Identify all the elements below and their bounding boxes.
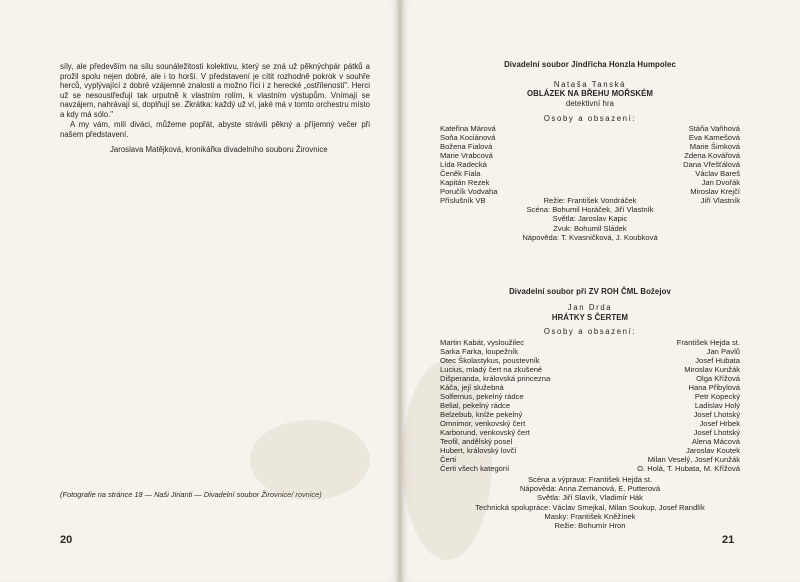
credit-line: Světla: Jiří Slavík, Vladimír Hák	[537, 493, 643, 503]
cast-role: Martin Kabát, vysloužilec	[440, 338, 524, 347]
play2-cast-list	[440, 338, 740, 473]
cast-actor: Marie Šimková	[689, 142, 740, 151]
cast-actor: Dana Vřešťálová	[683, 160, 740, 169]
play1-author: Nataša Tanská	[553, 80, 627, 89]
cast-role: Hubert, královský lovčí	[440, 446, 517, 455]
left-paragraph-1: síly, ale především na sílu sounáležitosti kolektivu, který se zná už pěknýchpár pátků a prožil spolu nejen dobré, ale i to horší. V představení je cítit rozhodně pokrok v souhře herců, vyplývající z dobré vzájemné znalosti a možno říci i z herecké „ostřílenosti". Herci už se nesoustřeďují tak urputně k vlastním rolím, k vlastním výstupům. Vnímají se navzájem, nahrávají si, doplňují se. Zkrátka: každý už ví, jaké má v tomto orchestru místo a kdy má sólo."	[60, 62, 370, 119]
cast-row	[440, 446, 740, 455]
cast-row	[440, 187, 740, 196]
cast-role: Božena Fialová	[440, 142, 493, 151]
cast-row	[440, 374, 740, 383]
credit-line: Nápověda: Anna Zemanová, E. Putterová	[519, 484, 661, 494]
cast-row	[440, 178, 740, 187]
cast-row	[440, 455, 740, 464]
cast-role: Čerti	[440, 455, 457, 464]
play2-author: Jan Drda	[567, 303, 613, 312]
cast-role: Příslušník VB	[440, 196, 486, 205]
credit-line: Světla: Jaroslav Kapic	[552, 214, 628, 224]
paper-stain	[250, 420, 370, 500]
play1-credits	[470, 196, 710, 242]
cast-row	[440, 169, 740, 178]
credit-line: Zvuk: Bohumil Sládek	[553, 223, 627, 233]
cast-role: Kapitán Rezek	[440, 178, 490, 187]
cast-row	[440, 133, 740, 142]
cast-role: Belzebub, kníže pekelný	[440, 410, 523, 419]
page-number-left: 20	[60, 534, 73, 546]
cast-actor: Jaroslav Koutek	[685, 446, 740, 455]
play1-cast-heading: Osoby a obsazení:	[543, 114, 637, 123]
play1-title: OBLÁZEK NA BŘEHU MOŘSKÉM	[527, 89, 653, 98]
cast-row	[440, 356, 740, 365]
cast-actor: Hana Přibylová	[688, 383, 740, 392]
cast-row	[440, 160, 740, 169]
cast-row	[440, 401, 740, 410]
cast-row	[440, 151, 740, 160]
credit-line: Nápověda: T. Kvasničková, J. Koubková	[522, 232, 658, 242]
cast-role: Čeněk Fiala	[440, 169, 481, 178]
signature: Jaroslava Matějková, kronikářka divadelního souboru Žirovnice	[110, 145, 328, 154]
cast-role: Otec Školastykus, poustevník	[440, 356, 540, 365]
credit-line: Scéna: Bohumil Horáček, Jiří Vlastník	[526, 205, 654, 215]
cast-actor: Josef Hubata	[695, 356, 740, 365]
cast-row	[440, 410, 740, 419]
cast-role: Poručík Vodvaha	[440, 187, 498, 196]
play2-credits	[440, 475, 740, 530]
cast-row	[440, 338, 740, 347]
left-page	[0, 0, 398, 582]
cast-row	[440, 428, 740, 437]
cast-actor: Milan Veselý, Josef Kunžák	[647, 455, 740, 464]
cast-actor: Zdena Kovářová	[684, 151, 740, 160]
cast-role: Marie Vrabcová	[440, 151, 493, 160]
cast-role: Kateřina Márová	[440, 124, 496, 133]
cast-actor: Josef Hrbek	[699, 419, 740, 428]
play1-cast-list	[440, 124, 740, 205]
cast-actor: Miroslav Kunžák	[684, 365, 740, 374]
cast-actor: Stáňa Vaňhová	[688, 124, 740, 133]
cast-row	[440, 124, 740, 133]
cast-role: Soňa Kociánová	[440, 133, 496, 142]
cast-row	[440, 383, 740, 392]
page-number-right: 21	[722, 534, 735, 546]
credit-line: Scéna a výprava: František Hejda st.	[527, 475, 653, 484]
cast-role: Solfernus, pekelný rádce	[440, 392, 524, 401]
cast-role: Dišperanda, královská princezna	[440, 374, 551, 383]
cast-actor: Alena Mácová	[691, 437, 740, 446]
cast-actor: Josef Lhotský	[693, 410, 740, 419]
credit-line: Režie: František Vondráček	[543, 196, 637, 205]
cast-actor: Jan Pavlů	[706, 347, 740, 356]
cast-actor: František Hejda st.	[676, 338, 740, 347]
play1-genre: detektivní hra	[565, 99, 615, 108]
cast-role: Teofil, andělský posel	[440, 437, 513, 446]
credit-line: Masky: František Kněžínek	[544, 511, 636, 521]
credit-line: Technická spolupráce: Václav Smejkal, Milan Soukup, Josef Randlík	[475, 502, 705, 512]
credit-line: Režie: Bohumír Hron	[554, 521, 626, 531]
cast-row	[440, 392, 740, 401]
cast-role: Lucius, mladý čert na zkušené	[440, 365, 543, 374]
cast-row	[440, 437, 740, 446]
cast-actor: Jiří Vlastník	[700, 196, 740, 205]
play2-title: HRÁTKY S ČERTEM	[551, 313, 629, 322]
cast-actor: Petr Kopecký	[694, 392, 740, 401]
cast-row	[440, 419, 740, 428]
cast-role: Lída Radecká	[440, 160, 487, 169]
cast-actor: Václav Bareš	[695, 169, 740, 178]
cast-row	[440, 464, 740, 473]
cast-role: Omnimor, venkovský čert	[440, 419, 526, 428]
cast-row	[440, 142, 740, 151]
photo-caption: (Fotografie na stránce 18 — Naši Jirianti — Divadelní soubor Žirovnice/ rovnice)	[60, 490, 322, 499]
play2-cast-heading: Osoby a obsazení:	[543, 327, 637, 336]
cast-actor: Olga Křížová	[696, 374, 740, 383]
cast-row	[440, 365, 740, 374]
cast-role: Čerti všech kategorií	[440, 464, 510, 473]
left-paragraph-2: A my vám, milí diváci, můžeme popřát, abyste strávili pěkný a příjemný večer při našem představení.	[60, 120, 370, 139]
cast-actor: Josef Lhotský	[693, 428, 740, 437]
cast-role: Belial, pekelný rádce	[440, 401, 511, 410]
cast-actor: O. Holá, T. Hubata, M. Křížová	[637, 464, 740, 473]
cast-actor: Miroslav Krejčí	[690, 187, 740, 196]
cast-role: Káča, její služebná	[440, 383, 504, 392]
cast-role: Karborund, venkovský čert	[440, 428, 530, 437]
cast-actor: Eva Kamešová	[688, 133, 740, 142]
play2-company: Divadelní soubor při ZV ROH ČML Božejov	[509, 287, 671, 296]
cast-role: Sarka Farka, loupežník	[440, 347, 519, 356]
cast-row	[440, 347, 740, 356]
cast-actor: Jan Dvořák	[701, 178, 740, 187]
play1-company: Divadelní soubor Jindřicha Honzla Humpolec	[504, 60, 676, 69]
cast-actor: Ladislav Holý	[694, 401, 740, 410]
